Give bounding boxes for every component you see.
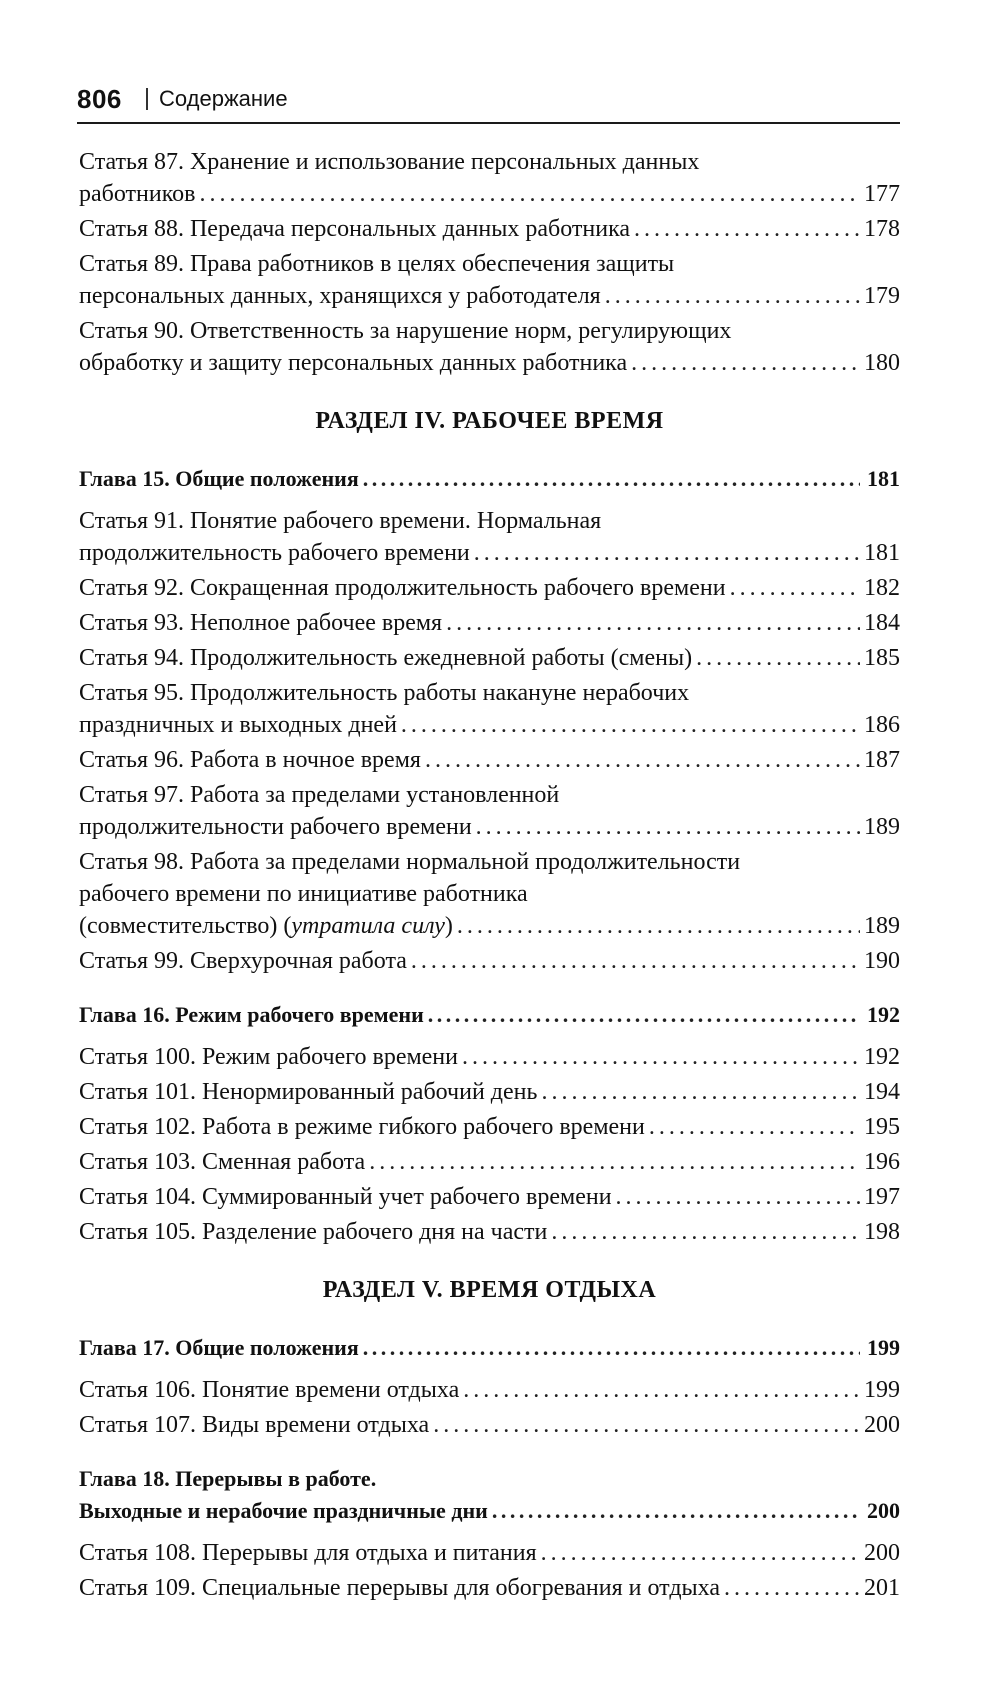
toc-entry-last-line <box>79 1181 900 1213</box>
page-number: 806 <box>77 84 122 114</box>
toc-entry-article-106[interactable] <box>79 1374 900 1406</box>
toc-entry-last-line <box>79 642 900 674</box>
dot-leader <box>462 1041 860 1073</box>
dot-leader <box>476 811 860 843</box>
toc-entry-last-line <box>79 347 900 379</box>
dot-leader <box>474 537 860 569</box>
dot-leader <box>541 1076 860 1108</box>
toc-chapter-title-cont: Выходные и нерабочие праздничные дни <box>79 1498 488 1523</box>
toc-entry-title-cont: работников <box>79 181 196 207</box>
toc-chapter-page: 192 <box>867 1002 900 1027</box>
toc-entry-title-part: ) <box>444 913 453 939</box>
toc-entry-article-92[interactable] <box>79 572 900 604</box>
toc-chapter-title: Глава 16. Режим рабочего времени <box>79 1002 424 1027</box>
toc-chapter-line <box>79 1332 900 1364</box>
toc-entry-last-line <box>79 178 900 210</box>
toc-chapter-title: Глава 17. Общие положения <box>79 1335 359 1360</box>
toc-entry-page: 200 <box>864 1412 900 1438</box>
toc-entry-title: Статья 90. Ответственность за нарушение норм, регулирующих <box>79 318 732 344</box>
toc-entry-page: 192 <box>864 1044 900 1070</box>
toc-entry-page: 197 <box>864 1184 900 1210</box>
toc-entry-page: 189 <box>864 913 900 939</box>
toc-entry-article-89[interactable] <box>79 248 900 312</box>
toc-entry-page: 201 <box>864 1575 900 1601</box>
dot-leader <box>463 1374 860 1406</box>
header-separator <box>146 88 148 110</box>
dot-leader <box>425 744 860 776</box>
toc-chapter-16[interactable] <box>79 999 900 1031</box>
toc-entry-article-109[interactable] <box>79 1572 900 1604</box>
toc-entry-last-line <box>79 744 900 776</box>
toc-entry-article-104[interactable] <box>79 1181 900 1213</box>
toc-entry-title: Статья 96. Работа в ночное время <box>79 747 421 773</box>
toc-entry-last-line <box>79 1537 900 1569</box>
toc-entry-article-103[interactable] <box>79 1146 900 1178</box>
repealed-note: утратила силу <box>291 913 445 939</box>
toc-entry-last-line <box>79 811 900 843</box>
toc-chapter-line <box>79 463 900 495</box>
toc-entry-title-cont: продолжительности рабочего времени <box>79 814 472 840</box>
toc-chapter-17[interactable] <box>79 1332 900 1364</box>
toc-entry-page: 180 <box>864 350 900 376</box>
dot-leader <box>724 1572 860 1604</box>
toc-entry-last-line <box>79 1111 900 1143</box>
toc-entry-last-line <box>79 1572 900 1604</box>
toc-entry-page: 189 <box>864 814 900 840</box>
toc-entry-article-107[interactable] <box>79 1409 900 1441</box>
toc-entry-title-cont: продолжительность рабочего времени <box>79 540 470 566</box>
table-of-contents <box>79 146 900 1607</box>
toc-entry-page: 199 <box>864 1377 900 1403</box>
toc-entry-last-line <box>79 709 900 741</box>
toc-entry-title: Статья 98. Работа за пределами нормальной продолжительности <box>79 849 741 875</box>
dot-leader <box>200 178 861 210</box>
toc-entry-article-108[interactable] <box>79 1537 900 1569</box>
running-header <box>77 78 900 124</box>
toc-entry-article-88[interactable] <box>79 213 900 245</box>
toc-entry-title: Статья 89. Права работников в целях обеспечения защиты <box>79 251 675 277</box>
toc-entry-title: Статья 92. Сокращенная продолжительность рабочего времени <box>79 575 726 601</box>
toc-entry-page: 196 <box>864 1149 900 1175</box>
toc-entry-last-line <box>79 537 900 569</box>
toc-entry-title: Статья 109. Специальные перерывы для обогревания и отдыха <box>79 1575 721 1601</box>
toc-chapter-page: 200 <box>867 1498 900 1523</box>
toc-entry-article-87[interactable] <box>79 146 900 210</box>
dot-leader <box>363 463 860 495</box>
toc-chapter-page: 199 <box>867 1335 900 1360</box>
toc-entry-title: Статья 106. Понятие времени отдыха <box>79 1377 460 1403</box>
toc-chapter-page: 181 <box>867 466 900 491</box>
toc-entry-page: 185 <box>864 645 900 671</box>
toc-entry-article-102[interactable] <box>79 1111 900 1143</box>
toc-entry-article-99[interactable] <box>79 945 900 977</box>
dot-leader <box>541 1537 860 1569</box>
toc-entry-last-line <box>79 1146 900 1178</box>
toc-entry-title-cont: праздничных и выходных дней <box>79 712 397 738</box>
dot-leader <box>401 709 860 741</box>
toc-entry-article-91[interactable] <box>79 505 900 569</box>
toc-entry-last-line <box>79 213 900 245</box>
toc-chapter-line <box>79 999 900 1031</box>
toc-entry-page: 182 <box>864 575 900 601</box>
toc-chapter-15[interactable] <box>79 463 900 495</box>
toc-entry-title-part: (совместительство) ( <box>79 913 292 939</box>
toc-entry-title: Статья 97. Работа за пределами установленной <box>79 782 560 808</box>
toc-entry-title: Статья 93. Неполное рабочее время <box>79 610 443 636</box>
toc-entry-page: 187 <box>864 747 900 773</box>
toc-entry-page: 181 <box>864 540 900 566</box>
toc-entry-title: Статья 100. Режим рабочего времени <box>79 1044 458 1070</box>
toc-entry-last-line <box>79 1216 900 1248</box>
toc-entry-title: Статья 101. Ненормированный рабочий день <box>79 1079 538 1105</box>
toc-entry-title-cont: рабочего времени по инициативе работника <box>79 881 528 907</box>
toc-entry-title: Статья 108. Перерывы для отдыха и питания <box>79 1540 537 1566</box>
section-heading-v[interactable]: РАЗДЕЛ V. ВРЕМЯ ОТДЫХА <box>322 1277 657 1303</box>
toc-entry-article-98[interactable] <box>79 846 900 942</box>
toc-entry-title-cont: обработку и защиту персональных данных работника <box>79 350 628 376</box>
toc-entry-title-cont: персональных данных, хранящихся у работодателя <box>79 283 601 309</box>
toc-entry-last-line <box>79 1041 900 1073</box>
dot-leader <box>616 1181 860 1213</box>
dot-leader <box>433 1409 860 1441</box>
toc-entry-last-line <box>79 1076 900 1108</box>
dot-leader <box>631 347 860 379</box>
toc-entry-title: Статья 107. Виды времени отдыха <box>79 1412 430 1438</box>
toc-entry-last-line <box>79 1409 900 1441</box>
toc-entry-page: 190 <box>864 948 900 974</box>
dot-leader <box>457 910 860 942</box>
toc-entry-page: 198 <box>864 1219 900 1245</box>
toc-entry-last-line <box>79 1374 900 1406</box>
dot-leader <box>446 607 860 639</box>
dot-leader <box>369 1146 860 1178</box>
dot-leader <box>551 1216 860 1248</box>
toc-entry-page: 178 <box>864 216 900 242</box>
toc-entry-title: Статья 104. Суммированный учет рабочего времени <box>79 1184 612 1210</box>
toc-entry-article-100[interactable] <box>79 1041 900 1073</box>
dot-leader <box>411 945 860 977</box>
dot-leader <box>492 1495 860 1527</box>
dot-leader <box>428 999 860 1031</box>
running-header-title: Содержание <box>159 86 288 111</box>
toc-chapter-18[interactable] <box>79 1463 900 1527</box>
dot-leader <box>649 1111 860 1143</box>
toc-entry-title: Статья 91. Понятие рабочего времени. Нормальная <box>79 508 602 534</box>
toc-entry-title: Статья 94. Продолжительность ежедневной работы (смены) <box>79 645 693 671</box>
toc-entry-title: Статья 87. Хранение и использование персональных данных <box>79 149 700 175</box>
toc-entry-page: 184 <box>864 610 900 636</box>
toc-entry-title: Статья 88. Передача персональных данных работника <box>79 216 631 242</box>
toc-chapter-line <box>79 1495 900 1527</box>
toc-entry-last-line <box>79 280 900 312</box>
toc-entry-page: 179 <box>864 283 900 309</box>
toc-entry-title-cont-2 <box>79 910 453 942</box>
dot-leader <box>730 572 860 604</box>
toc-entry-article-95[interactable] <box>79 677 900 741</box>
toc-entry-article-105[interactable] <box>79 1216 900 1248</box>
toc-entry-article-101[interactable] <box>79 1076 900 1108</box>
toc-entry-page: 177 <box>864 181 900 207</box>
toc-entry-article-96[interactable] <box>79 744 900 776</box>
toc-entry-last-line <box>79 910 900 942</box>
toc-entry-last-line <box>79 607 900 639</box>
toc-entry-page: 195 <box>864 1114 900 1140</box>
toc-entry-title: Статья 105. Разделение рабочего дня на части <box>79 1219 548 1245</box>
toc-entry-page: 200 <box>864 1540 900 1566</box>
dot-leader <box>363 1332 860 1364</box>
toc-chapter-title: Глава 18. Перерывы в работе. <box>79 1466 377 1491</box>
dot-leader <box>605 280 860 312</box>
toc-entry-last-line <box>79 945 900 977</box>
toc-entry-article-93[interactable] <box>79 607 900 639</box>
toc-entry-title: Статья 99. Сверхурочная работа <box>79 948 407 974</box>
toc-entry-title: Статья 95. Продолжительность работы накануне нерабочих <box>79 680 690 706</box>
toc-entry-title: Статья 103. Сменная работа <box>79 1149 366 1175</box>
dot-leader <box>696 642 860 674</box>
section-heading-iv[interactable]: РАЗДЕЛ IV. РАБОЧЕЕ ВРЕМЯ <box>315 408 664 434</box>
toc-entry-article-90[interactable] <box>79 315 900 379</box>
toc-entry-last-line <box>79 572 900 604</box>
toc-entry-page: 186 <box>864 712 900 738</box>
toc-entry-article-97[interactable] <box>79 779 900 843</box>
toc-chapter-title: Глава 15. Общие положения <box>79 466 359 491</box>
toc-entry-article-94[interactable] <box>79 642 900 674</box>
dot-leader <box>634 213 860 245</box>
toc-entry-title: Статья 102. Работа в режиме гибкого рабочего времени <box>79 1114 645 1140</box>
toc-entry-page: 194 <box>864 1079 900 1105</box>
